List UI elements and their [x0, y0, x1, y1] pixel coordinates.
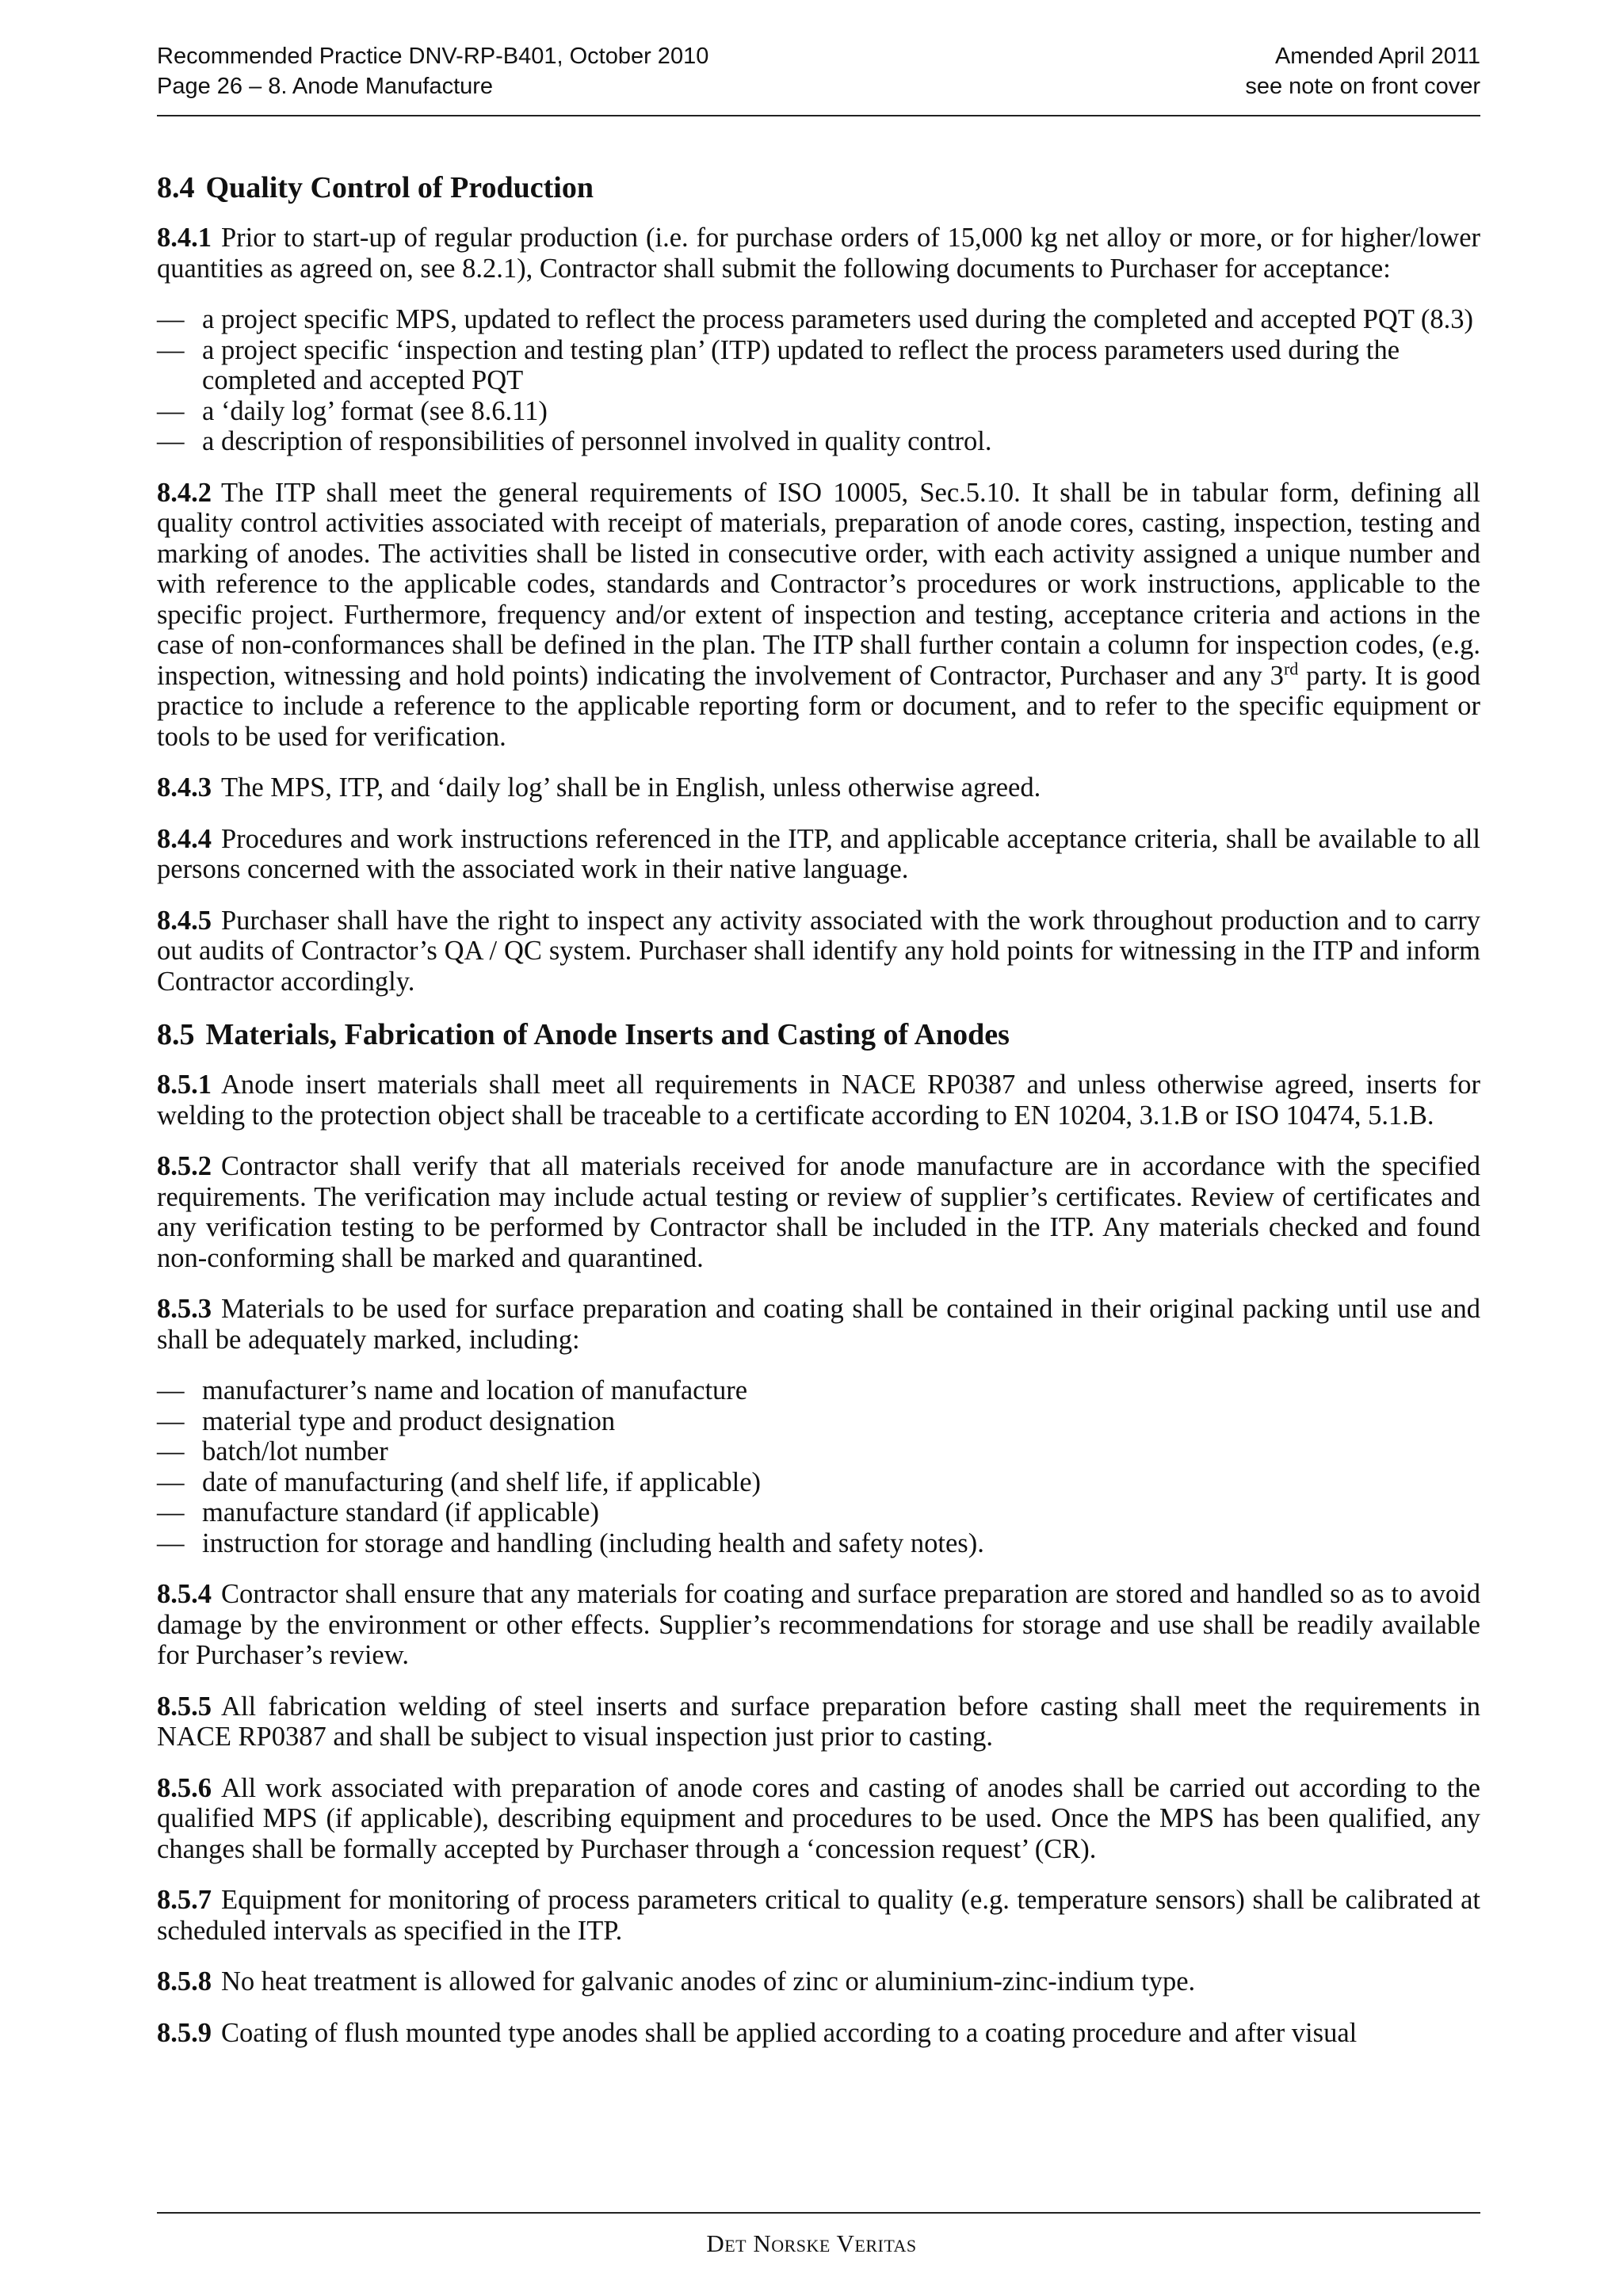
list-item-text: manufacturer’s name and location of manufacture — [202, 1375, 748, 1405]
header-document-title: Recommended Practice DNV-RP-B401, October 2010 — [157, 44, 709, 69]
header-page-section: Page 26 – 8. Anode Manufacture — [157, 74, 494, 99]
list-item — [157, 1467, 1480, 1498]
clause-number: 8.5.3 — [157, 1294, 212, 1324]
clause-number: 8.4.1 — [157, 223, 212, 253]
dash-bullet: — — [157, 1466, 185, 1497]
ordinal-superscript: rd — [1283, 658, 1299, 678]
clause-number: 8.5.9 — [157, 2017, 212, 2048]
page-body — [157, 170, 1480, 2069]
clause-8-4-3 — [157, 772, 1480, 803]
dash-bullet: — — [157, 1436, 185, 1466]
list-item-text: batch/lot number — [202, 1436, 388, 1466]
clause-text: Purchaser shall have the right to inspect any activity associated with the work throughout production and to carry out audits of Contractor’s QA / QC system. Purchaser shall identify any hold points for witnessing in the ITP and inform Contractor accordingly. — [157, 905, 1480, 997]
list-item — [157, 1406, 1480, 1437]
section-heading-8-4 — [157, 170, 1480, 205]
clause-number: 8.4.3 — [157, 772, 212, 803]
footer-publisher: Det Norske Veritas — [706, 2229, 917, 2257]
header-divider — [157, 115, 1480, 116]
list-item — [157, 304, 1480, 335]
header-amendment: Amended April 2011 — [1274, 44, 1480, 69]
header-right — [1245, 41, 1480, 101]
clause-number: 8.5.4 — [157, 1579, 212, 1609]
list-item — [157, 396, 1480, 427]
list-item-text: manufacture standard (if applicable) — [202, 1497, 599, 1527]
clause-8-4-4 — [157, 824, 1480, 885]
clause-8-5-8 — [157, 1966, 1480, 1997]
marking-list-8-5-3 — [157, 1375, 1480, 1558]
document-list-8-4-1 — [157, 304, 1480, 457]
header-left — [157, 41, 708, 101]
section-number: 8.4 — [157, 171, 195, 204]
dash-bullet: — — [157, 334, 185, 365]
section-heading-8-5 — [157, 1017, 1480, 1052]
dash-bullet: — — [157, 395, 185, 426]
clause-number: 8.4.5 — [157, 905, 212, 936]
clause-text: Contractor shall ensure that any materials for coating and surface preparation are stored and handled so as to avoid damage by the environment or other effects. Supplier’s recommendations for storage and use shall be readily available for Purchaser’s review. — [157, 1579, 1480, 1670]
list-item-text: a project specific MPS, updated to reflect the process parameters used during the completed and accepted PQT (8.3) — [202, 304, 1474, 334]
list-item — [157, 426, 1480, 457]
section-number: 8.5 — [157, 1018, 195, 1051]
list-item — [157, 335, 1480, 396]
clause-text: Coating of flush mounted type anodes shall be applied according to a coating procedure and after visual — [221, 2017, 1358, 2048]
section-title: Quality Control of Production — [205, 171, 594, 204]
dash-bullet: — — [157, 1375, 185, 1405]
clause-text: Equipment for monitoring of process parameters critical to quality (e.g. temperature sensors) shall be calibrated at scheduled intervals as specified in the ITP. — [157, 1885, 1480, 1946]
clause-8-5-4 — [157, 1579, 1480, 1671]
clause-text: No heat treatment is allowed for galvanic anodes of zinc or aluminium-zinc-indium type. — [221, 1966, 1196, 1997]
list-item-text: a description of responsibilities of personnel involved in quality control. — [202, 426, 992, 456]
clause-8-5-7 — [157, 1885, 1480, 1946]
clause-8-5-5 — [157, 1691, 1480, 1753]
dash-bullet: — — [157, 426, 185, 456]
clause-text-continued: party. It is good practice to include a reference to the applicable reporting form or document, and to refer to the specific equipment or tools to be used for verification. — [157, 660, 1480, 752]
clause-8-4-5 — [157, 906, 1480, 997]
list-item-text: a project specific ‘inspection and testing plan’ (ITP) updated to reflect the process parameters used during the completed and accepted PQT — [202, 334, 1400, 395]
clause-8-5-2 — [157, 1151, 1480, 1273]
clause-text: All fabrication welding of steel inserts and surface preparation before casting shall meet the requirements in NACE RP0387 and shall be subject to visual inspection just prior to casting. — [157, 1691, 1480, 1752]
clause-number: 8.5.1 — [157, 1070, 212, 1100]
list-item — [157, 1436, 1480, 1467]
clause-8-5-1 — [157, 1070, 1480, 1131]
clause-8-4-1 — [157, 223, 1480, 284]
list-item-text: a ‘daily log’ format (see 8.6.11) — [202, 395, 548, 426]
dash-bullet: — — [157, 1405, 185, 1436]
clause-text: The ITP shall meet the general requirements of ISO 10005, Sec.5.10. It shall be in tabular form, defining all quality control activities associated with receipt of materials, preparation of anode cores, casting, inspection, testing and marking of anodes. The activities shall be listed in consecutive order, with each activity assigned a unique number and with reference to the applicable codes, standards and Contractor’s procedures or work instructions, applicable to the specific project. Furthermore, frequency and/or extent of inspection and testing, acceptance criteria and actions in the case of non-conformances shall be defined in the plan. The ITP shall further contain a column for inspection codes, (e.g. inspection, witnessing and hold points) indicating the involvement of Contractor, Purchaser and any 3 — [157, 477, 1480, 691]
clause-text: The MPS, ITP, and ‘daily log’ shall be in English, unless otherwise agreed. — [221, 772, 1041, 803]
header-note: see note on front cover — [1245, 74, 1480, 99]
clause-number: 8.4.2 — [157, 477, 212, 508]
clause-8-5-9 — [157, 2018, 1480, 2049]
dash-bullet: — — [157, 1527, 185, 1558]
list-item-text: material type and product designation — [202, 1405, 616, 1436]
clause-number: 8.5.8 — [157, 1966, 212, 1997]
dash-bullet: — — [157, 304, 185, 334]
clause-number: 8.5.5 — [157, 1691, 212, 1722]
list-item-text: date of manufacturing (and shelf life, if applicable) — [202, 1466, 762, 1497]
list-item — [157, 1528, 1480, 1559]
list-item — [157, 1375, 1480, 1406]
clause-text: All work associated with preparation of anode cores and casting of anodes shall be carried out according to the qualified MPS (if applicable), describing equipment and procedures to be used. Once the MPS has been qualified, any changes shall be formally accepted by Purchaser through a ‘concession request’ (CR). — [157, 1772, 1480, 1864]
clause-text: Prior to start-up of regular production (i.e. for purchase orders of 15,000 kg net alloy or more, or for higher/lower quantities as agreed on, see 8.2.1), Contractor shall submit the following documents to Purchaser for acceptance: — [157, 223, 1480, 284]
clause-text: Materials to be used for surface preparation and coating shall be contained in their original packing until use and shall be adequately marked, including: — [157, 1294, 1480, 1355]
clause-8-5-3 — [157, 1294, 1480, 1355]
clause-number: 8.5.2 — [157, 1151, 212, 1181]
clause-8-5-6 — [157, 1773, 1480, 1865]
list-item-text: instruction for storage and handling (including health and safety notes). — [202, 1527, 984, 1558]
clause-number: 8.4.4 — [157, 823, 212, 854]
footer-divider — [157, 2212, 1480, 2214]
clause-number: 8.5.6 — [157, 1772, 212, 1803]
clause-number: 8.5.7 — [157, 1885, 212, 1915]
clause-text: Procedures and work instructions referenced in the ITP, and applicable acceptance criteria, shall be available to all persons concerned with the associated work in their native language. — [157, 823, 1480, 884]
dash-bullet: — — [157, 1497, 185, 1527]
clause-text: Anode insert materials shall meet all requirements in NACE RP0387 and unless otherwise agreed, inserts for welding to the protection object shall be traceable to a certificate according to EN 10204, 3.1.B or ISO 10474, 5.1.B. — [157, 1070, 1480, 1131]
list-item — [157, 1497, 1480, 1528]
section-title: Materials, Fabrication of Anode Inserts and Casting of Anodes — [205, 1018, 1010, 1051]
clause-text: Contractor shall verify that all materials received for anode manufacture are in accordance with the specified requirements. The verification may include actual testing or review of supplier’s certificates. Review of certificates and any verification testing to be performed by Contractor shall be included in the ITP. Any materials checked and found non-conforming shall be marked and quarantined. — [157, 1151, 1480, 1273]
clause-8-4-2 — [157, 478, 1480, 753]
